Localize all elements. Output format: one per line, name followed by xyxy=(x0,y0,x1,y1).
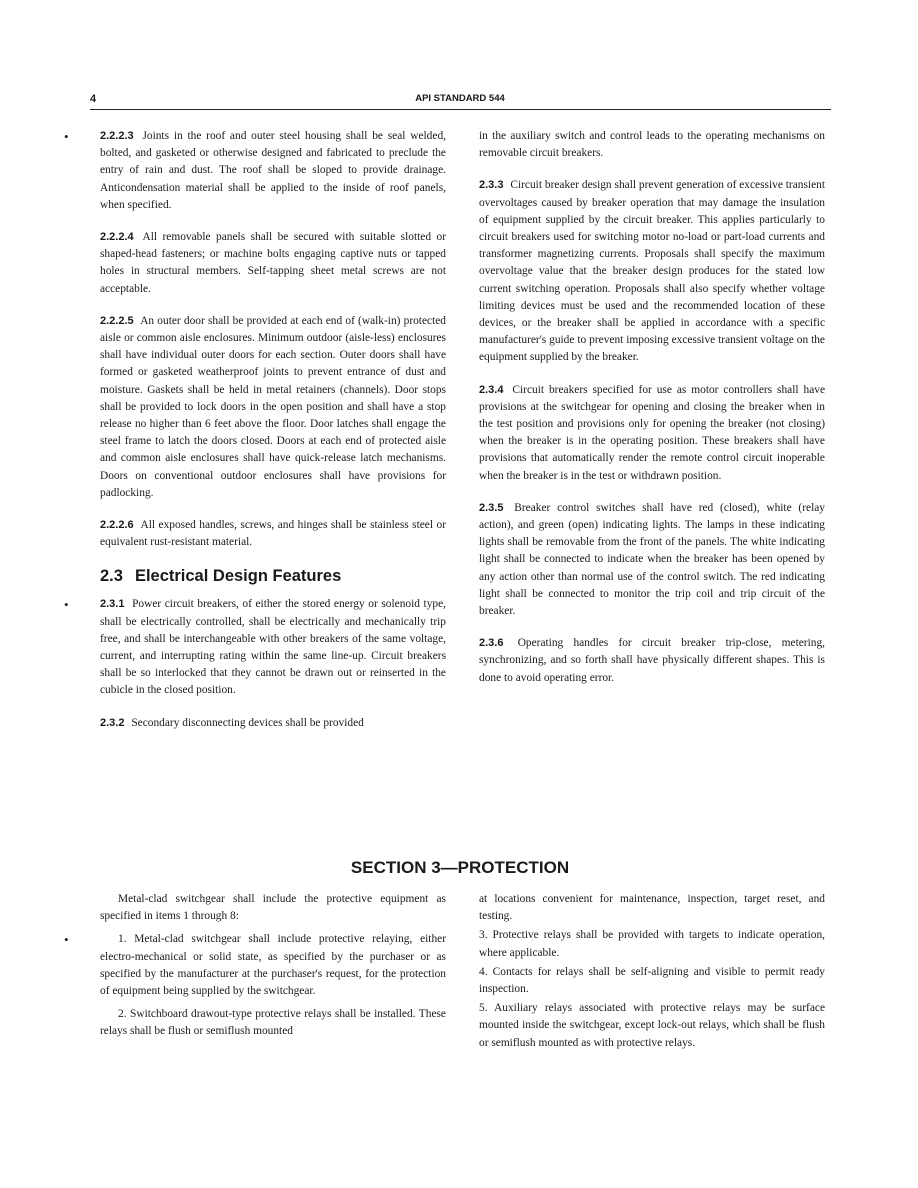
clause-text: Circuit breaker design shall prevent generation of excessive transient overvoltages caused by breaker operation that may damage the insulation of equipment supplied by the circuit breaker. This applies particularly to circuit breakers used for switching motor no-load or part-load currents and transformer magnetizing currents. Proposals shall specify the maximum overvoltage value that the breaker design produces for the stated low current switching operation. Proposals shall also specify whether voltage limiting devices must be used and the recommended location of these devices, or the breaker shall be applied in accordance with a specific manufacturer's guide to prevent imposing excessive transient voltage on the equipment supplied by the breaker. xyxy=(479,179,825,364)
clause-text: Breaker control switches shall have red (closed), white (relay action), and green (open) indicating lights. The lamps in these indicating lights shall be removable from the front of the panels. The white indicating light shall be connected to indicate when the breaker has been opened by any action other than normal use of the control switch. The red indicating light shall be connected to monitor the trip coil and trip circuit of the breaker. xyxy=(479,501,825,618)
clause-text: All removable panels shall be secured with suitable slotted or shaped-head fasteners; or machine bolts engaging captive nuts or tapped holes in structural members. Self-tapping sheet metal screws are not acceptable. xyxy=(100,231,446,295)
clause-number: 2.3.3 xyxy=(479,179,504,192)
paragraph-2-2-2-6 xyxy=(100,517,446,551)
list-item-1 xyxy=(64,931,446,1000)
header-rule xyxy=(90,109,831,110)
clause-number: 2.3.4 xyxy=(479,383,504,396)
clause-number: 2.2.2.3 xyxy=(100,130,134,142)
clause-number: 2.3.2 xyxy=(100,716,125,729)
section-number: 2.3 xyxy=(100,567,123,586)
paragraph-2-3-6 xyxy=(479,635,825,687)
list-item-3: 3. Protective relays shall be provided with targets to indicate operation, where applicable. xyxy=(479,929,825,959)
list-item-text: 1. Metal-clad switchgear shall include protective relaying, either electro-mechanical or solid state, as specified by the purchaser or as specified by the manufacturer at the purchaser's request, for the protection of equipment being supplied by the switchgear. xyxy=(100,933,446,998)
section-3-intro: Metal-clad switchgear shall include the protective equipment as specified in items 1 through 8: xyxy=(100,893,446,923)
clause-text: in the auxiliary switch and control leads to the operating mechanisms on removable circuit breakers. xyxy=(479,130,825,160)
list-item-2-continuation: at locations convenient for maintenance, inspection, target reset, and testing. xyxy=(479,893,825,923)
list-item-text: 2. Switchboard drawout-type protective relays shall be installed. These relays shall be flush or semiflush mounted xyxy=(100,1008,446,1038)
paragraph-continuation xyxy=(479,128,825,162)
clause-number: 2.3.5 xyxy=(479,501,504,514)
paragraph-2-3-5 xyxy=(479,500,825,620)
paragraph-2-3-1 xyxy=(64,596,446,699)
section-title: Electrical Design Features xyxy=(134,567,342,586)
section-3-title: SECTION 3—PROTECTION xyxy=(350,858,570,877)
section-3-right-column xyxy=(479,891,825,1058)
list-item-5: 5. Auxiliary relays associated with protective relays may be surface mounted inside the switchgear, except lock-out relays, which shall be flush or semiflush mounted as with protective relays. xyxy=(479,1002,825,1049)
clause-text: Power circuit breakers, of either the stored energy or solenoid type, shall be electrically controlled, shall be electrically and mechanically trip free, and shall be interchangeable with other breakers of the same voltage, current, and interrupting rating within the same line-up. Circuit breakers shall be so interlocked that they cannot be drawn out or reinserted in the cubicle in the closed position. xyxy=(100,598,446,697)
clause-text: An outer door shall be provided at each end of (walk-in) protected aisle or common aisle enclosures. Minimum outdoor (aisle-less) enclosures shall have individual outer doors for each section. Outer doors shall have formed or gasketed weatherproof joints to prevent entrance of dust and moisture. Gaskets shall be held in metal retainers (channels). Door stops shall be provided to lock doors in the open position and shall have a stop release no higher than 6 feet above the floor. Door latches shall engage the steel frame to latch the doors closed. Doors at each end of protected aisle and common aisle enclosures shall have quick-release latch mechanisms. Doors on conventional outdoor enclosures shall have provisions for padlocking. xyxy=(100,314,446,499)
revision-bullet: • xyxy=(64,129,69,144)
list-item-2 xyxy=(100,1006,446,1040)
clause-text: Joints in the roof and outer steel housing shall be seal welded, bolted, and gasketed or otherwise designed and fabricated to preclude the entry of rain and dust. The roof shall be sloped to provide drainage. Anticondensation material shall be applied to the inside of roof panels, when specified. xyxy=(100,130,446,211)
clause-number: 2.2.2.4 xyxy=(100,231,134,244)
list-item-4: 4. Contacts for relays shall be self-aligning and visible to permit ready inspection. xyxy=(479,965,825,996)
clause-number: 2.2.2.6 xyxy=(100,519,134,532)
clause-number: 2.3.6 xyxy=(479,637,504,650)
clause-text: Operating handles for circuit breaker trip-close, metering, synchronizing, and so forth shall have physically different shapes. This is done to avoid operating error. xyxy=(479,637,825,684)
left-column xyxy=(64,128,446,747)
running-title: API STANDARD 544 xyxy=(415,93,505,104)
paragraph-2-3-3 xyxy=(479,177,825,366)
paragraph-2-2-2-3 xyxy=(64,128,446,214)
clause-number: 2.2.2.5 xyxy=(100,314,134,327)
section-heading-2-3 xyxy=(100,566,446,586)
paragraph-2-2-2-5 xyxy=(100,313,446,502)
page-header xyxy=(90,93,830,107)
revision-bullet: • xyxy=(64,932,69,948)
right-column xyxy=(479,128,825,702)
paragraph-2-3-4 xyxy=(479,382,825,485)
paragraph-2-2-2-4 xyxy=(100,229,446,298)
revision-bullet: • xyxy=(64,597,69,613)
section-3-left-column xyxy=(64,891,446,1047)
clause-text: Circuit breakers specified for use as motor controllers shall have provisions at the switchgear for opening and closing the breaker when in the test position and provisions only for opening the breaker (not closing) when the breaker is in the operating position. These breakers shall have provisions that automatically render the remote control circuit inoperable when the breaker is in the test or withdrawn position. xyxy=(479,383,825,482)
clause-number: 2.3.1 xyxy=(100,598,125,611)
paragraph-2-3-2 xyxy=(100,715,446,732)
clause-text: All exposed handles, screws, and hinges shall be stainless steel or equivalent rust-resistant material. xyxy=(100,519,446,549)
clause-text: Secondary disconnecting devices shall be provided xyxy=(131,716,364,729)
page-number: 4 xyxy=(90,93,97,105)
